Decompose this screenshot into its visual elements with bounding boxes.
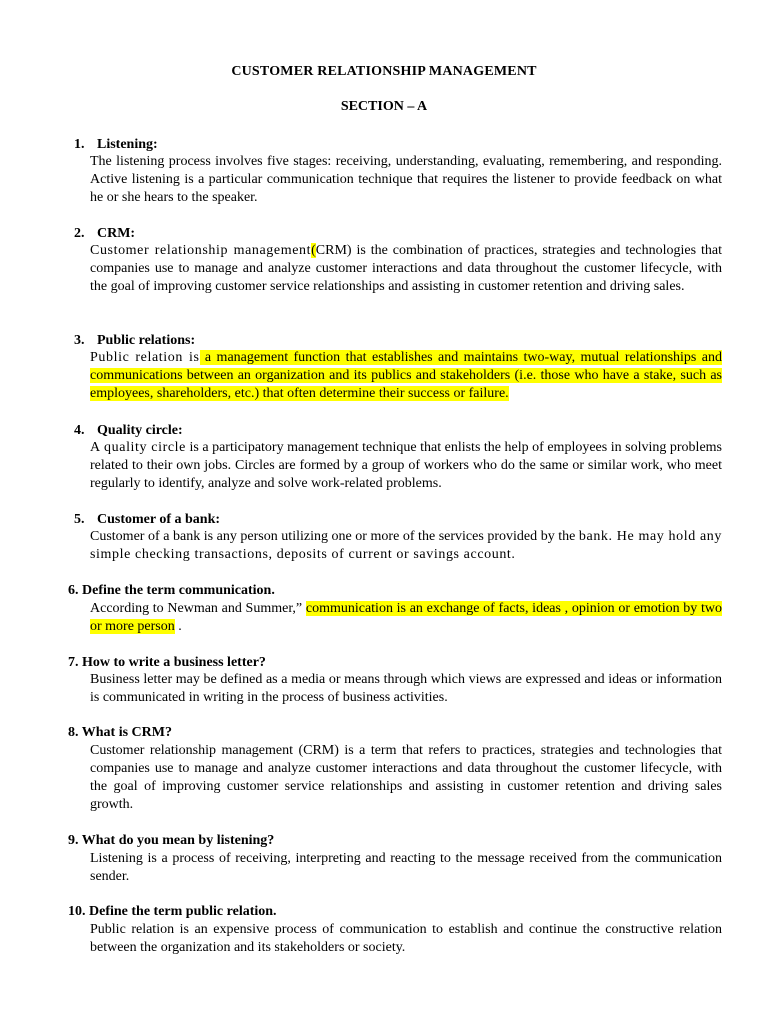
answer-text: Public relation is an expensive process of communication to establish and continue the constructive relation between the organization and its stakeholders or society. bbox=[90, 922, 722, 955]
question-heading: 7. How to write a business letter? bbox=[68, 655, 266, 670]
question-heading: 6. Define the term communication. bbox=[68, 583, 275, 598]
question-heading: 2. CRM: bbox=[74, 226, 136, 241]
answer-text: Customer relationship management(CRM) is the combination of practices, strategies and technologies that companies use to manage and analyze customer interactions and data throughout the customer lifecycle, with the goal of improving customer service relationships and assisting in customer retention and driving sales. bbox=[90, 243, 722, 294]
answer-text: A quality circle is a participatory management technique that enlists the help of employees in solving problems related to their own jobs. Circles are formed by a group of workers who do the same or similar work, who meet regularly to identify, analyze and solve work-related problems. bbox=[90, 440, 722, 491]
question-heading: 4. Quality circle: bbox=[74, 423, 183, 438]
question-heading: 9. What do you mean by listening? bbox=[68, 833, 275, 848]
section-heading: SECTION – A bbox=[340, 99, 428, 114]
question-heading: 1. Listening: bbox=[74, 137, 158, 152]
answer-text: Business letter may be defined as a media or means through which views are expressed and ideas or information is communicated in writing in the process of business activities. bbox=[90, 672, 722, 705]
answer-text: Customer of a bank is any person utilizing one or more of the services provided by the bank. He may hold any simple checking transactions, deposits of current or savings account. bbox=[90, 529, 722, 562]
question-heading: 3. Public relations: bbox=[74, 333, 196, 348]
answer-text: Customer relationship management (CRM) is a term that refers to practices, strategies and technologies that companies use to manage and analyze customer interactions and data throughout the customer lifecycle, with the goal of improving customer service relationships and assisting in customer retention and driving sales growth. bbox=[90, 743, 722, 812]
document-title: CUSTOMER RELATIONSHIP MANAGEMENT bbox=[231, 64, 537, 79]
answer-text: Listening is a process of receiving, interpreting and reacting to the message received from the communication sender. bbox=[90, 851, 722, 884]
question-heading: 5. Customer of a bank: bbox=[74, 512, 221, 527]
answer-text: Public relation is a management function that establishes and maintains two-way, mutual relationships and communications between an organization and its publics and stakeholders (i.e. those who have a stake, such as employees, shareholders, etc.) that often determine their success or failure. bbox=[90, 350, 722, 401]
question-heading: 8. What is CRM? bbox=[68, 725, 172, 740]
answer-text: The listening process involves five stages: receiving, understanding, evaluating, remembering, and responding. Active listening is a particular communication technique that requires the listener to provide feedback on what he or she hears to the speaker. bbox=[90, 154, 722, 205]
question-heading: 10. Define the term public relation. bbox=[68, 904, 277, 919]
answer-text: According to Newman and Summer,” communication is an exchange of facts, ideas , opinion or emotion by two or more person . bbox=[90, 601, 722, 634]
